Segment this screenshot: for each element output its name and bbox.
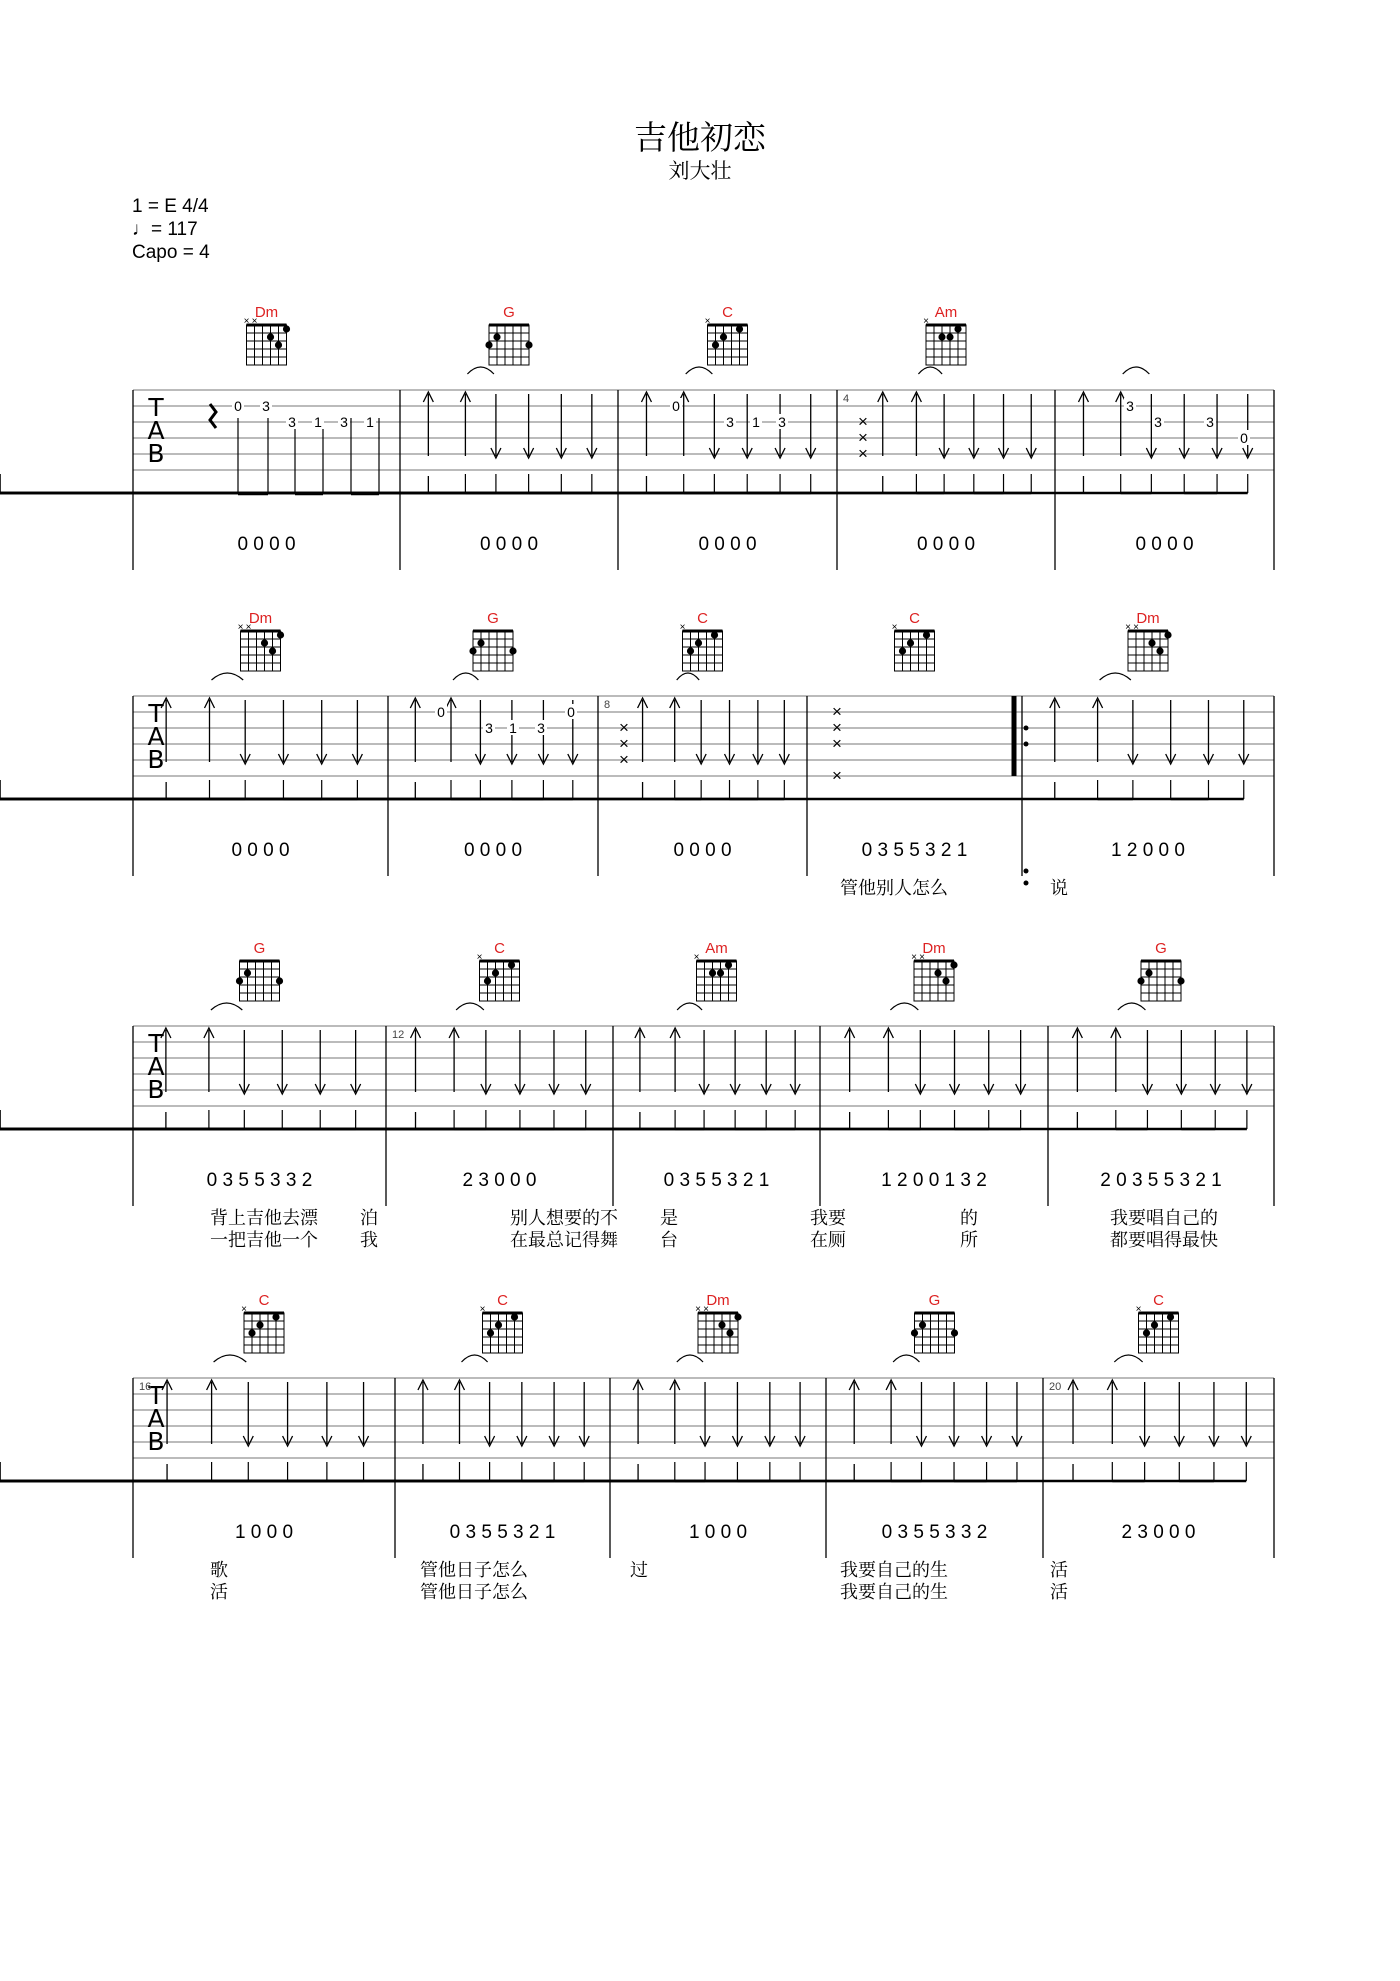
- dead-note: ×: [858, 412, 868, 431]
- chord-mute: ×: [704, 316, 711, 327]
- chord-dot: [492, 969, 499, 976]
- dead-note: ×: [858, 428, 868, 447]
- fret-number: 3: [340, 414, 348, 430]
- chord-diagram: [680, 610, 723, 671]
- chord-diagram: [238, 610, 285, 671]
- tab-clef-a: A: [147, 1404, 165, 1433]
- tie-arc: [453, 673, 478, 680]
- chord-grid: [489, 325, 529, 365]
- tab-clef-a: A: [147, 416, 165, 445]
- lyric-text: 台: [660, 1230, 678, 1251]
- chord-grid: [915, 1313, 955, 1353]
- chord-dot: [1151, 1321, 1158, 1328]
- chord-diagram: [485, 304, 532, 365]
- tab-clef-a: A: [147, 722, 165, 751]
- lyric-text: 管他日子怎么: [420, 1560, 528, 1581]
- chord-mute: ×: [911, 952, 917, 963]
- chord-name: Dm: [706, 1292, 730, 1309]
- chord-dot: [709, 969, 716, 976]
- chord-dot: [687, 647, 694, 654]
- chord-dot: [487, 1329, 494, 1336]
- tie-arc: [1114, 1355, 1142, 1362]
- bar-number: 16: [139, 1381, 152, 1393]
- chord-dot: [911, 1329, 918, 1336]
- tempo-marking: ♩= 117: [132, 219, 198, 240]
- chord-name: C: [1153, 1292, 1164, 1309]
- chord-diagram: [1136, 1292, 1179, 1353]
- chord-dot: [726, 1329, 733, 1336]
- chord-name: G: [253, 940, 266, 957]
- jianpu-notes: 2 3 0 0 0: [1121, 1522, 1196, 1543]
- jianpu-notes: 0 0 0 0: [231, 840, 290, 861]
- jianpu-notes: 0 3 5 5 3 3 2: [881, 1522, 988, 1543]
- chord-dot: [907, 639, 914, 646]
- fret-number: 0: [1240, 430, 1248, 446]
- jianpu-notes: 0 0 0 0: [916, 534, 976, 555]
- tie-arc: [677, 1355, 703, 1362]
- chord-mute: ×: [923, 316, 929, 327]
- chord-grid: [1141, 961, 1181, 1001]
- jianpu-notes: 0 0 0 0: [673, 840, 732, 861]
- tab-clef-b: B: [147, 439, 165, 468]
- chord-name: G: [1155, 940, 1167, 957]
- chord-name: C: [494, 940, 505, 957]
- lyric-text: 的: [960, 1208, 978, 1229]
- chord-mute: ×: [241, 1304, 247, 1315]
- tie-arc: [1123, 367, 1150, 374]
- chord-mute: ×: [479, 1304, 486, 1315]
- lyric-text: 所: [960, 1230, 978, 1251]
- chord-dot: [954, 325, 961, 332]
- lyric-text: 管他别人怎么: [840, 878, 948, 899]
- chord-dot: [717, 969, 724, 976]
- fret-number: 3: [485, 720, 493, 736]
- chord-name: G: [487, 610, 499, 627]
- chord-dot: [236, 977, 243, 984]
- chord-dot: [269, 647, 276, 654]
- chord-dot: [261, 639, 268, 646]
- chord-diagram: [480, 1292, 523, 1353]
- chord-dot: [272, 1313, 279, 1320]
- chord-dot: [734, 1313, 741, 1320]
- dead-note: ×: [832, 734, 842, 753]
- bar-number: 20: [1049, 1381, 1062, 1393]
- tie-arc: [686, 367, 713, 374]
- chord-diagram: [241, 1292, 284, 1353]
- jianpu-notes: 0 0 0 0: [698, 534, 757, 555]
- chord-dot: [477, 639, 484, 646]
- chord-dot: [899, 647, 906, 654]
- chord-dot: [244, 969, 251, 976]
- chord-dot: [919, 1321, 926, 1328]
- chord-dot: [256, 1321, 263, 1328]
- chord-diagram: [236, 940, 283, 1001]
- jianpu-notes: 1 2 0 0 1 3 2: [881, 1170, 987, 1191]
- quarter-rest: [210, 404, 216, 428]
- chord-diagram: [244, 304, 291, 365]
- dead-note: ×: [832, 702, 842, 721]
- fret-number: 1: [314, 414, 322, 430]
- lyric-text: 歌: [210, 1560, 228, 1581]
- chord-dot: [248, 1329, 255, 1336]
- bar-number: 8: [604, 699, 611, 711]
- lyric-text: 我要唱自己的: [1110, 1208, 1218, 1229]
- tie-arc: [893, 1355, 919, 1362]
- tab-clef-t: T: [148, 699, 164, 728]
- chord-name: Dm: [248, 610, 273, 627]
- chord-mute: ×: [476, 952, 483, 963]
- lyric-text: 活: [1050, 1560, 1068, 1581]
- dead-note: ×: [832, 766, 842, 785]
- chord-diagram: [477, 940, 520, 1001]
- chord-dot: [736, 325, 743, 332]
- lyric-text: 是: [660, 1208, 678, 1229]
- chord-dot: [942, 977, 949, 984]
- jianpu-notes: 0 3 5 5 3 2 1: [663, 1170, 770, 1191]
- chord-dot: [938, 333, 945, 340]
- chord-name: Am: [934, 304, 958, 321]
- fret-number: 3: [1126, 398, 1134, 414]
- chord-dot: [485, 341, 492, 348]
- chord-name: C: [909, 610, 920, 627]
- chord-name: Dm: [922, 940, 946, 957]
- bar-number: 12: [392, 1029, 405, 1041]
- chord-dot: [720, 333, 727, 340]
- chord-diagram: [892, 610, 935, 671]
- fret-number: 3: [262, 398, 270, 414]
- tie-arc: [462, 1355, 488, 1362]
- lyric-text: 都要唱得最快: [1110, 1230, 1218, 1251]
- lyric-text: 活: [210, 1582, 228, 1603]
- chord-dot: [1177, 977, 1184, 984]
- song-artist: 刘大壮: [668, 159, 732, 183]
- chord-mute: ×: [237, 622, 244, 633]
- fret-number: 3: [1206, 414, 1214, 430]
- dead-note: ×: [858, 444, 868, 463]
- tab-clef-t: T: [148, 1381, 164, 1410]
- chord-dot: [718, 1321, 725, 1328]
- dead-note: ×: [619, 734, 629, 753]
- repeat-dot: [1024, 869, 1029, 874]
- chord-dot: [934, 969, 941, 976]
- tie-arc: [211, 1003, 242, 1010]
- lyric-text: 我要: [810, 1208, 846, 1229]
- key-signature: 1 = E 4/4: [132, 196, 209, 217]
- lyric-text: 一把吉他一个: [210, 1230, 318, 1251]
- lyric-text: 背上吉他去漂: [210, 1208, 318, 1229]
- chord-grid: [240, 961, 280, 1001]
- chord-dot: [1137, 977, 1144, 984]
- chord-diagram: [911, 940, 958, 1001]
- chord-dot: [712, 341, 719, 348]
- chord-diagram: [1137, 940, 1184, 1001]
- chord-name: G: [928, 1292, 941, 1309]
- lyric-text: 管他日子怎么: [420, 1582, 528, 1603]
- tie-arc: [1100, 673, 1131, 680]
- chord-mute: ×: [891, 622, 898, 633]
- lyric-text: 我要自己的生: [840, 1560, 948, 1581]
- fret-number: 3: [778, 414, 786, 430]
- tie-arc: [677, 673, 699, 680]
- jianpu-notes: 0 0 0 0: [479, 534, 539, 555]
- chord-name: Dm: [254, 304, 279, 321]
- tie-arc: [890, 1003, 918, 1010]
- repeat-dot: [1024, 742, 1029, 747]
- song-title: 吉他初恋: [634, 118, 766, 157]
- chord-name: C: [697, 610, 708, 627]
- chord-diagram: [923, 304, 966, 365]
- tab-clef-t: T: [148, 1029, 164, 1058]
- tab-clef-b: B: [147, 1075, 165, 1104]
- jianpu-notes: 2 0 3 5 5 3 2 1: [1100, 1170, 1222, 1191]
- chord-name: C: [722, 304, 733, 321]
- repeat-dot: [1024, 881, 1029, 886]
- jianpu-notes: 0 0 0 0: [463, 840, 523, 861]
- chord-mute: ×: [693, 952, 700, 963]
- chord-name: Dm: [1136, 610, 1160, 627]
- lyric-text: 在厕: [810, 1230, 846, 1251]
- lyric-text: 别人想要的不: [510, 1208, 618, 1229]
- jianpu-notes: 0 3 5 5 3 2 1: [861, 840, 968, 861]
- chord-mute: ×: [1125, 622, 1131, 633]
- chord-diagram: [705, 304, 748, 365]
- chord-dot: [1164, 631, 1171, 638]
- tab-clef-a: A: [147, 1052, 165, 1081]
- tab-clef-b: B: [147, 1427, 165, 1456]
- fret-number: 0: [567, 704, 575, 720]
- jianpu-notes: 1 2 0 0 0: [1111, 840, 1185, 861]
- jianpu-notes: 0 3 5 5 3 3 2: [206, 1170, 313, 1191]
- tie-arc: [467, 367, 494, 374]
- repeat-dot: [1024, 726, 1029, 731]
- chord-dot: [493, 333, 500, 340]
- chord-dot: [275, 341, 282, 348]
- chord-name: C: [258, 1292, 270, 1309]
- lyric-text: 我要自己的生: [840, 1582, 948, 1603]
- chord-dot: [1167, 1313, 1174, 1320]
- chord-dot: [946, 333, 953, 340]
- chord-dot: [469, 647, 476, 654]
- bar-number: 4: [843, 393, 850, 405]
- lyric-text: 活: [1050, 1582, 1068, 1603]
- tie-arc: [1118, 1003, 1146, 1010]
- chord-diagram: [469, 610, 516, 671]
- chord-mute: ×: [695, 1304, 701, 1315]
- chord-diagram: [911, 1292, 958, 1353]
- chord-mute: ×: [1135, 1304, 1142, 1315]
- fret-number: 0: [437, 704, 445, 720]
- chord-dot: [509, 647, 516, 654]
- lyric-text: 在最总记得舞: [510, 1230, 618, 1251]
- chord-dot: [484, 977, 491, 984]
- chord-mute: ×: [251, 316, 258, 327]
- chord-dot: [525, 341, 532, 348]
- lyric-text: 过: [630, 1560, 648, 1581]
- fret-number: 0: [234, 398, 242, 414]
- chord-dot: [1148, 639, 1155, 646]
- fret-number: 1: [366, 414, 374, 430]
- chord-dot: [511, 1313, 518, 1320]
- chord-mute: ×: [245, 622, 252, 633]
- chord-dot: [283, 325, 290, 332]
- chord-grid: [473, 631, 513, 671]
- jianpu-notes: 0 0 0 0: [1135, 534, 1194, 555]
- fret-number: 3: [1154, 414, 1162, 430]
- fret-number: 3: [288, 414, 296, 430]
- fret-number: 3: [537, 720, 545, 736]
- chord-dot: [923, 631, 930, 638]
- lyric-text: 说: [1050, 878, 1068, 899]
- chord-dot: [1143, 1329, 1150, 1336]
- chord-mute: ×: [243, 316, 250, 327]
- chord-dot: [508, 961, 515, 968]
- tab-clef-b: B: [147, 745, 165, 774]
- fret-number: 0: [672, 398, 680, 414]
- chord-dot: [267, 333, 274, 340]
- jianpu-notes: 0 3 5 5 3 2 1: [449, 1522, 556, 1543]
- tie-arc: [677, 1003, 702, 1010]
- tie-arc: [212, 673, 244, 680]
- chord-mute: ×: [703, 1304, 709, 1315]
- dead-note: ×: [619, 718, 629, 737]
- chord-dot: [495, 1321, 502, 1328]
- chord-name: G: [503, 304, 515, 321]
- fret-number: 1: [509, 720, 517, 736]
- dead-note: ×: [619, 750, 629, 769]
- chord-dot: [276, 977, 283, 984]
- chord-diagram: [694, 940, 737, 1001]
- chord-dot: [951, 1329, 958, 1336]
- lyric-text: 我: [360, 1230, 378, 1251]
- tie-arc: [456, 1003, 484, 1010]
- chord-name: C: [497, 1292, 508, 1309]
- jianpu-notes: 2 3 0 0 0: [462, 1170, 537, 1191]
- chord-dot: [711, 631, 718, 638]
- dead-note: ×: [832, 718, 842, 737]
- jianpu-notes: 1 0 0 0: [688, 1522, 748, 1543]
- chord-diagram: [695, 1292, 742, 1353]
- tie-arc: [214, 1355, 247, 1362]
- chord-dot: [695, 639, 702, 646]
- chord-mute: ×: [679, 622, 686, 633]
- chord-mute: ×: [919, 952, 925, 963]
- chord-dot: [1145, 969, 1152, 976]
- tab-clef-t: T: [148, 393, 164, 422]
- jianpu-notes: 0 0 0 0: [237, 534, 296, 555]
- chord-diagram: [1125, 610, 1172, 671]
- jianpu-notes: 1 0 0 0: [234, 1522, 294, 1543]
- fret-number: 1: [752, 414, 760, 430]
- chord-dot: [725, 961, 732, 968]
- fret-number: 3: [726, 414, 734, 430]
- chord-dot: [277, 631, 284, 638]
- chord-dot: [1156, 647, 1163, 654]
- chord-dot: [950, 961, 957, 968]
- chord-mute: ×: [1133, 622, 1139, 633]
- capo-setting: Capo = 4: [132, 242, 210, 263]
- tie-arc: [918, 367, 942, 374]
- chord-name: Am: [705, 940, 728, 957]
- lyric-text: 泊: [360, 1208, 378, 1229]
